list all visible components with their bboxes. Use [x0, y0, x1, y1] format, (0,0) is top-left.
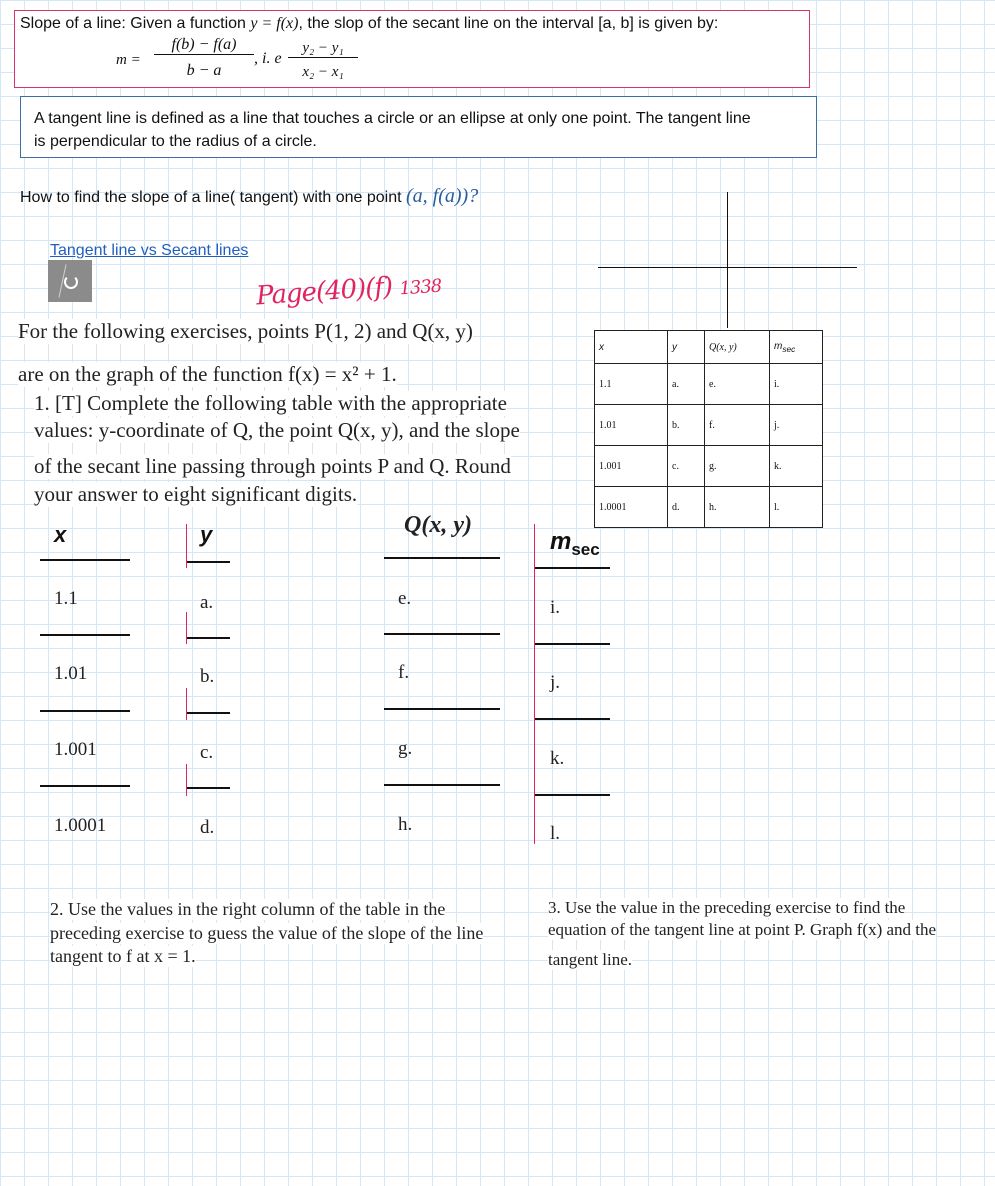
big-table-rule — [384, 633, 500, 635]
small-table-cell: l. — [770, 487, 823, 528]
small-table-cell: 1.1 — [595, 364, 668, 405]
exercise-intro-line2: are on the graph of the function f(x) = x² + 1. — [18, 362, 397, 386]
question2-line3: tangent to f at x = 1. — [50, 946, 196, 966]
video-thumbnail[interactable] — [48, 260, 92, 302]
big-table-m-cell: k. — [550, 748, 565, 769]
table-row — [595, 487, 823, 528]
big-table-rule — [186, 712, 230, 714]
big-table-y-cell: d. — [200, 817, 215, 838]
small-msec-main: m — [774, 340, 783, 352]
question-point: (a, f(a))? — [406, 185, 479, 207]
tangent-definition-line1: A tangent line is defined as a line that touches a circle or an ellipse at only one point. The tangent line — [34, 110, 751, 127]
big-table-y-cell: c. — [200, 742, 214, 763]
big-table-y-cell: b. — [200, 666, 215, 687]
small-table-cell: b. — [668, 405, 705, 446]
small-table-cell: c. — [668, 446, 705, 487]
msec-sub: sec — [571, 539, 600, 559]
fraction-denominator-1: b − a — [186, 62, 222, 79]
slope-interval-text: , the slop of the secant line on the interval [a, b] is given by: — [298, 15, 719, 32]
handwritten-number: 1338 — [398, 275, 442, 300]
small-answer-table — [594, 330, 823, 528]
small-table-cell: 1.0001 — [595, 487, 668, 528]
big-table-rule — [40, 710, 130, 712]
big-table-m-cell: j. — [550, 672, 561, 693]
small-table-cell: a. — [668, 364, 705, 405]
handwritten-page: Page(40)(f) — [255, 271, 394, 312]
big-table-header-q: Q(x, y) — [404, 512, 472, 538]
tangent-definition-line2: is perpendicular to the radius of a circle. — [34, 133, 317, 150]
small-table-cell: f. — [705, 405, 770, 446]
small-table-header-x: x — [595, 331, 668, 364]
exercise-intro-line1: For the following exercises, points P(1, 2) and Q(x, y) — [18, 319, 473, 343]
table-row — [595, 405, 823, 446]
big-table-rule — [534, 718, 610, 720]
handwritten-page-note — [255, 269, 442, 312]
refresh-icon — [64, 275, 78, 289]
tangent-question — [20, 185, 478, 208]
big-table-m-cell: i. — [550, 597, 561, 618]
margin-mark — [186, 612, 187, 644]
big-table-q-cell: h. — [398, 814, 413, 835]
question1-line2: values: y-coordinate of Q, the point Q(x, y), and the slope — [34, 418, 520, 442]
big-table-rule — [384, 784, 500, 786]
fraction-denominator-2: x₂ − x₁ — [302, 64, 344, 80]
question3-line3: tangent line. — [548, 950, 633, 969]
question2-line2: preceding exercise to guess the value of the slope of the line — [50, 923, 484, 943]
msec-main: m — [550, 528, 572, 555]
fraction-numerator-2: y₂ − y₁ — [288, 40, 358, 58]
big-table-rule — [384, 708, 500, 710]
margin-mark — [534, 524, 535, 844]
m-label: m = — [116, 52, 141, 68]
small-table-header-q: Q(x, y) — [705, 331, 770, 364]
small-table-cell: i. — [770, 364, 823, 405]
slope-intro-text: Slope of a line: Given a function — [20, 15, 251, 32]
table-row — [595, 364, 823, 405]
big-table-q-cell: f. — [398, 662, 410, 683]
big-table-x-cell: 1.1 — [54, 588, 78, 609]
big-table-rule — [40, 634, 130, 636]
big-table-rule — [534, 794, 610, 796]
big-table-rule — [534, 567, 610, 569]
big-table-rule — [40, 785, 130, 787]
big-table-x-cell: 1.001 — [54, 739, 97, 760]
fraction-numerator-1: f(b) − f(a) — [154, 36, 254, 55]
small-table-header-y: y — [668, 331, 705, 364]
small-table-cell: k. — [770, 446, 823, 487]
small-table-cell: j. — [770, 405, 823, 446]
big-table-rule — [186, 637, 230, 639]
small-table-cell: 1.01 — [595, 405, 668, 446]
margin-mark — [186, 688, 187, 720]
big-table-rule — [40, 559, 130, 561]
question3-line2: equation of the tangent line at point P. Graph f(x) and the — [548, 920, 937, 939]
slope-definition-line — [20, 15, 718, 33]
small-table-header-msec — [770, 331, 823, 364]
margin-mark — [186, 764, 187, 796]
small-table-cell: g. — [705, 446, 770, 487]
big-table-rule — [186, 787, 230, 789]
big-table-x-cell: 1.0001 — [54, 815, 107, 836]
small-table-cell: h. — [705, 487, 770, 528]
small-table-cell: e. — [705, 364, 770, 405]
slope-function: y = f(x) — [250, 15, 299, 32]
ie-text: , i. e — [254, 50, 282, 67]
big-table-y-cell: a. — [200, 592, 214, 613]
table-row — [595, 446, 823, 487]
big-table-q-cell: e. — [398, 588, 412, 609]
question1-line4: your answer to eight significant digits. — [34, 482, 358, 506]
question1-line1: 1. [T] Complete the following table with the appropriate — [34, 391, 507, 415]
cross-vertical-line — [727, 192, 728, 328]
small-table-cell: d. — [668, 487, 705, 528]
question2-line1: 2. Use the values in the right column of the table in the — [50, 899, 446, 919]
big-table-rule — [534, 643, 610, 645]
small-msec-sub: sec — [782, 343, 796, 354]
big-table-header-msec — [550, 528, 600, 560]
question1-line3: of the secant line passing through points P and Q. Round — [34, 454, 511, 478]
big-table-header-y: y — [200, 522, 213, 547]
big-table-header-x: x — [54, 522, 67, 547]
margin-mark — [186, 524, 187, 568]
big-table-m-cell: l. — [550, 823, 561, 844]
big-table-rule — [384, 557, 500, 559]
small-table-cell: 1.001 — [595, 446, 668, 487]
tangent-vs-secant-link[interactable]: Tangent line vs Secant lines — [50, 242, 249, 259]
question-text: How to find the slope of a line( tangent) with one point — [20, 189, 407, 206]
big-table-rule — [186, 561, 230, 563]
small-table-header-row — [595, 331, 823, 364]
big-table-x-cell: 1.01 — [54, 663, 88, 684]
big-table-q-cell: g. — [398, 738, 413, 759]
question3-line1: 3. Use the value in the preceding exercise to find the — [548, 898, 906, 917]
